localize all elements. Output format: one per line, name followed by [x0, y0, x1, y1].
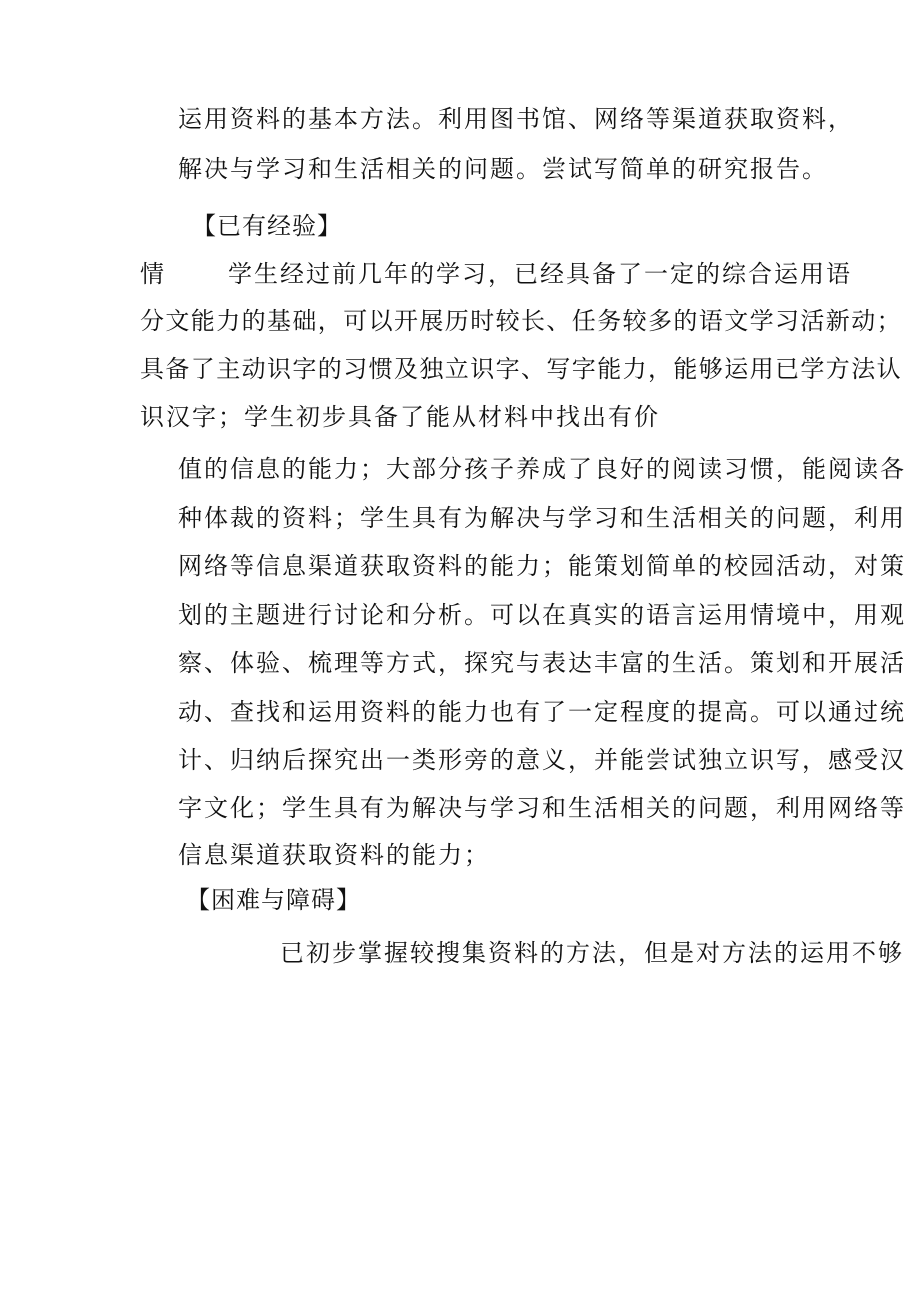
text-line: 动、查找和运用资料的能力也有了一定程度的提高。可以通过统: [178, 698, 906, 726]
text-line: 信息渠道获取资料的能力；: [178, 841, 490, 869]
text-line: 识汉字；学生初步具备了能从材料中找出有价: [140, 403, 660, 431]
text-line: 网络等信息渠道获取资料的能力；能策划简单的校园活动，对策: [178, 552, 906, 580]
text-line: 察、体验、梳理等方式，探究与表达丰富的生活。策划和开展活: [178, 649, 906, 677]
text-line: 种体裁的资料；学生具有为解决与学习和生活相关的问题，利用: [178, 504, 906, 532]
text-line: 计、归纳后探究出一类形旁的意义，并能尝试独立识写，感受汉: [178, 746, 906, 774]
text-line: 解决与学习和生活相关的问题。尝试写简单的研究报告。: [178, 155, 828, 183]
text-line: 具备了主动识字的习惯及独立识字、写字能力，能够运用已学方法认: [140, 355, 902, 383]
text-line: 划的主题进行讨论和分析。可以在真实的语言运用情境中，用观: [178, 601, 906, 629]
section-heading-experience: 【已有经验】: [192, 212, 342, 240]
text-line: 已初步掌握较搜集资料的方法，但是对方法的运用不够: [280, 939, 904, 967]
text-line: 学生经过前几年的学习，已经具备了一定的综合运用语: [228, 260, 852, 288]
text-line: 分文能力的基础，可以开展历时较长、任务较多的语文学习活新动；: [140, 307, 902, 335]
text-line: 运用资料的基本方法。利用图书馆、网络等渠道获取资料，: [178, 105, 854, 133]
text-line: 字文化；学生具有为解决与学习和生活相关的问题，利用网络等: [178, 794, 906, 822]
text-line: 值的信息的能力；大部分孩子养成了良好的阅读习惯，能阅读各: [178, 455, 906, 483]
margin-label: 情: [140, 260, 166, 288]
section-heading-difficulties: 【困难与障碍】: [186, 886, 361, 914]
